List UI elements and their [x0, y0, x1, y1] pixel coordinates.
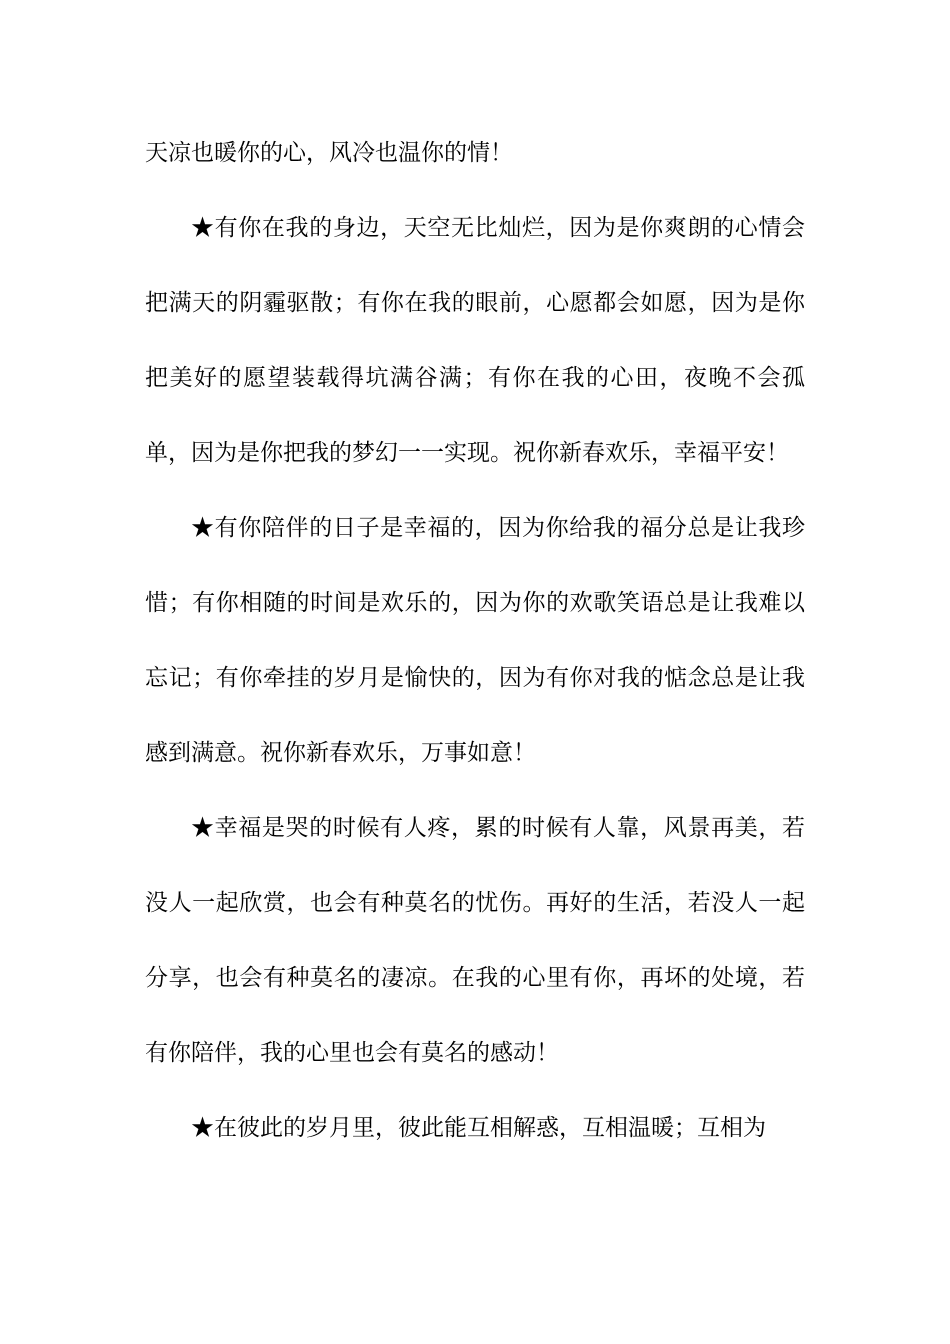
document-body: [145, 116, 805, 1166]
paragraph-1: 天凉也暖你的心，风冷也温你的情！: [145, 140, 513, 166]
paragraph-3: ★有你陪伴的日子是幸福的，因为你给我的福分总是让我珍惜；有你相随的时间是欢乐的，因为你的欢歌笑语总是让我难以忘记；有你牵挂的岁月是愉快的，因为有你对我的惦念总是让我感到满意。祝你新春欢乐，万事如意！: [145, 515, 805, 766]
paragraph-2: ★有你在我的身边，天空无比灿烂，因为是你爽朗的心情会把满天的阴霾驱散；有你在我的眼前，心愿都会如愿，因为是你把美好的愿望装载得坑满谷满；有你在我的心田，夜晚不会孤单，因为是你把我的梦幻一一实现。祝你新春欢乐，幸福平安！: [145, 215, 805, 466]
paragraph-4: ★幸福是哭的时候有人疼，累的时候有人靠，风景再美，若没人一起欣赏，也会有种莫名的忧伤。再好的生活，若没人一起分享，也会有种莫名的凄凉。在我的心里有你，再坏的处境，若有你陪伴，我的心里也会有莫名的感动！: [145, 815, 805, 1066]
paragraph-5: ★在彼此的岁月里，彼此能互相解惑，互相温暖；互相为: [191, 1115, 766, 1141]
